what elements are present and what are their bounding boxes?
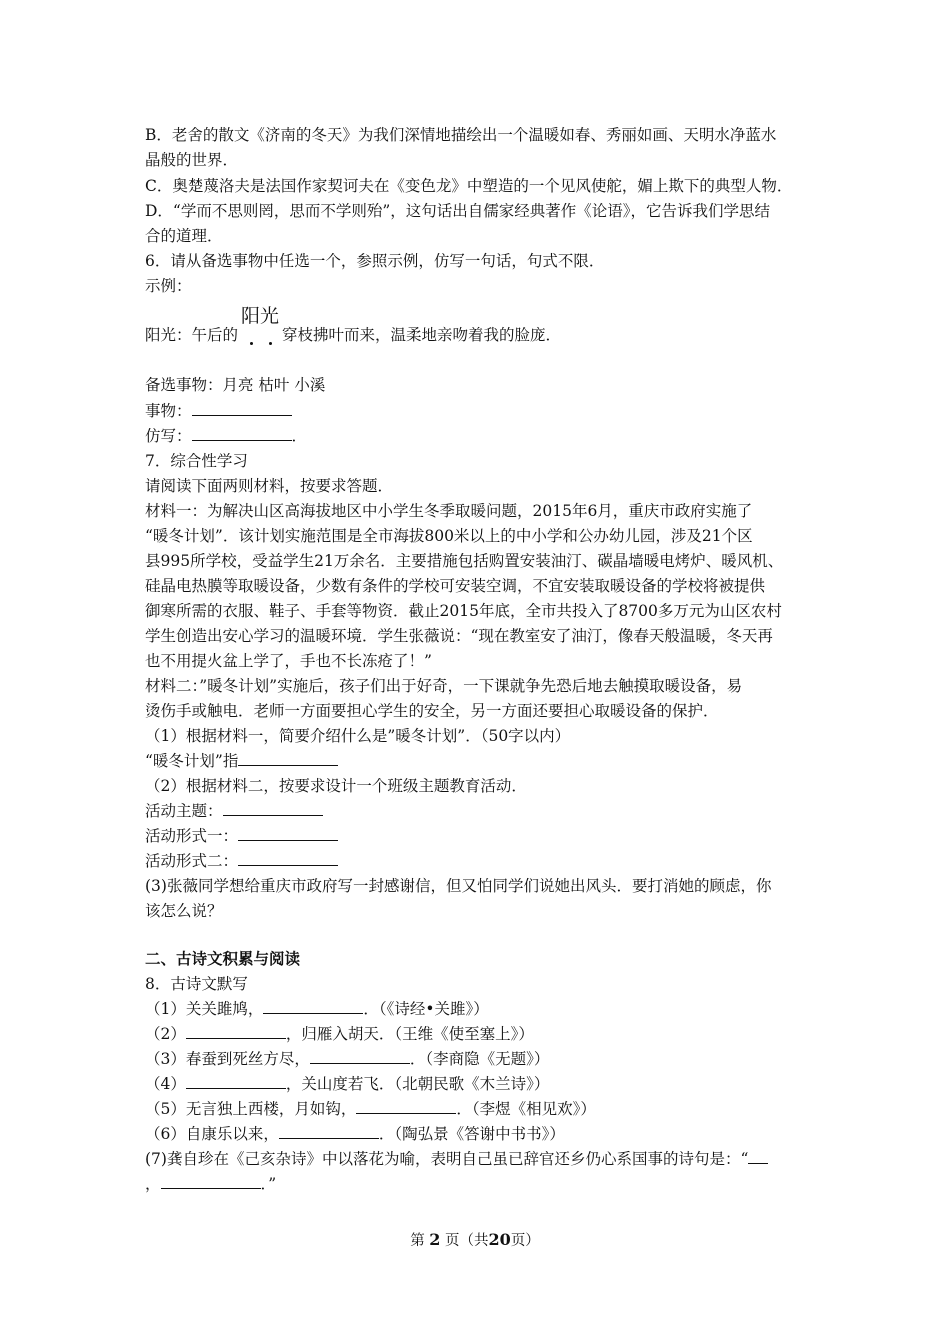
activity-theme-label: 活动主题：	[145, 802, 223, 820]
emphasis-dot-icon	[269, 342, 272, 345]
item-label: 事物：	[145, 402, 192, 420]
poem-item-3	[145, 1047, 815, 1071]
poem-item-5	[145, 1097, 815, 1121]
annotation-text: 阳光	[241, 305, 280, 327]
footer-middle: 页（共	[445, 1233, 489, 1249]
material-2-line1: 材料二：”暖冬计划”实施后，孩子们出于好奇，一下课就争先恐后地去触摸取暖设备，易	[145, 677, 743, 695]
subquestion-1: （1）根据材料一，简要介绍什么是”暖冬计划”．（50字以内）	[145, 727, 571, 745]
material-1-line3: 县995所学校，受益学生21万余名．主要措施包括购置安装油汀、碳晶墙暖电烤炉、暖风机、	[145, 552, 784, 570]
poem-item-4-start: （4）	[145, 1075, 186, 1093]
option-d-line1: D．“学而不思则罔，思而不学则殆”，这句话出自儒家经典著作《论语》，它告诉我们学思结	[145, 202, 771, 220]
page-total: 20	[488, 1230, 511, 1249]
poem-item-2-source: ，归雁入胡天．（王维《使至塞上》）	[285, 1025, 534, 1043]
footer-suffix: 页）	[510, 1233, 540, 1249]
answer-blank[interactable]	[356, 1097, 456, 1114]
activity-form-1-line	[145, 824, 815, 848]
poem-item-3-start: （3）春蚕到死丝方尽，	[145, 1050, 310, 1068]
comma: ，	[145, 1175, 161, 1193]
answer-blank[interactable]	[238, 749, 338, 766]
material-1-line1: 材料一：为解决山区高海拔地区中小学生冬季取暖问题，2015年6月，重庆市政府实施了	[145, 502, 753, 520]
candidate-items: 备选事物：月亮 枯叶 小溪	[145, 376, 326, 394]
footer-prefix: 第	[410, 1233, 425, 1249]
question-7-instruction: 请阅读下面两则材料，按要求答题．	[145, 477, 394, 495]
option-b-line2: 晶般的世界．	[145, 151, 239, 169]
subquestion-3-line2: 该怎么说？	[145, 902, 223, 920]
activity-form-2-label: 活动形式二：	[145, 852, 239, 870]
subquestion-3-line1: (3)张薇同学想给重庆市政府写一封感谢信，但又怕同学们说她出风头．要打消她的顾虑，你	[145, 877, 772, 895]
poem-item-2	[145, 1022, 815, 1046]
activity-theme-line	[145, 799, 815, 823]
answer-blank[interactable]	[192, 399, 292, 416]
poem-item-1	[145, 997, 815, 1021]
poem-item-1-start: （1）关关雎鸠，	[145, 1000, 264, 1018]
item-answer-line	[145, 399, 815, 423]
imitation-label: 仿写：	[145, 427, 192, 445]
material-1-line5: 御寒所需的衣服、鞋子、手套等物资．截止2015年底，全市共投入了8700多万元为山区农村	[145, 602, 782, 620]
answer-blank[interactable]	[223, 799, 323, 816]
poem-item-7-line1	[145, 1147, 815, 1171]
question-7-title: 7．综合性学习	[145, 452, 248, 470]
example-sentence-start: 阳光：午后的	[145, 326, 239, 344]
pinyin-annotation	[238, 305, 282, 347]
poem-item-7-prompt: (7)龚自珍在《己亥杂诗》中以落花为喻，表明自己虽已辞官还乡仍心系国事的诗句是：“	[145, 1150, 749, 1168]
answer-prefix: “暖冬计划”指	[145, 752, 239, 770]
emphasis-dot-icon	[250, 342, 253, 345]
period: ．	[291, 427, 308, 445]
material-1-line4: 硅晶电热膜等取暖设备，少数有条件的学校可安装空调，不宜安装取暖设备的学校将被提供	[145, 577, 766, 595]
activity-form-2-line	[145, 849, 815, 873]
option-b-line1: B．老舍的散文《济南的冬天》为我们深情地描绘出一个温暖如春、秀丽如画、天明水净蓝水	[145, 126, 777, 144]
poem-item-5-start: （5）无言独上西楼，月如钩，	[145, 1100, 357, 1118]
answer-blank[interactable]	[186, 1072, 286, 1089]
poem-item-2-start: （2）	[145, 1025, 186, 1043]
example-label: 示例：	[145, 277, 192, 295]
imitation-answer-line	[145, 424, 815, 448]
poem-item-6-start: （6）自康乐以来，	[145, 1125, 279, 1143]
answer-blank[interactable]	[310, 1047, 410, 1064]
closing-quote: ．”	[260, 1175, 277, 1193]
answer-blank[interactable]	[192, 424, 292, 441]
answer-blank[interactable]	[161, 1172, 261, 1189]
question-6-prompt: 6．请从备选事物中任选一个，参照示例，仿写一句话，句式不限．	[145, 252, 605, 270]
poem-item-4	[145, 1072, 815, 1096]
option-d-line2: 合的道理．	[145, 227, 223, 245]
subquestion-2: （2）根据材料二，按要求设计一个班级主题教育活动．	[145, 777, 527, 795]
page-footer	[0, 1229, 950, 1252]
answer-blank[interactable]	[238, 824, 338, 841]
material-1-line2: “暖冬计划”．该计划实施范围是全市海拔800米以上的中小学和公办幼儿园，涉及21个区	[145, 527, 753, 545]
material-1-line7: 也不用提火盆上学了，手也不长冻疮了！”	[145, 652, 432, 670]
subquestion-1-answer-line	[145, 749, 815, 773]
answer-blank[interactable]	[263, 997, 363, 1014]
poem-item-3-source: ．（李商隐《无题》）	[409, 1050, 550, 1068]
answer-blank[interactable]	[238, 849, 338, 866]
poem-item-5-source: ．（李煜《相见欢》）	[456, 1100, 596, 1118]
option-c-line: C．奥楚蔑洛夫是法国作家契诃夫在《变色龙》中塑造的一个见风使舵，媚上欺下的典型人物．	[145, 177, 793, 195]
example-sentence	[145, 305, 815, 347]
poem-item-6	[145, 1122, 815, 1146]
answer-blank[interactable]	[279, 1122, 379, 1139]
poem-item-6-source: ．（陶弘景《答谢中书书》）	[378, 1125, 565, 1143]
page-number: 2	[429, 1230, 441, 1249]
poem-item-1-source: ．（《诗经•关雎》）	[363, 1000, 489, 1018]
answer-blank[interactable]	[748, 1147, 768, 1164]
poem-item-4-source: ，关山度若飞．（北朝民歌《木兰诗》）	[285, 1075, 550, 1093]
poem-item-7-line2	[145, 1172, 815, 1196]
activity-form-1-label: 活动形式一：	[145, 827, 239, 845]
question-8-title: 8．古诗文默写	[145, 975, 248, 993]
answer-blank[interactable]	[186, 1022, 286, 1039]
section-2-heading: 二、古诗文积累与阅读	[145, 949, 301, 968]
example-sentence-end: 穿枝拂叶而来，温柔地亲吻着我的脸庞．	[282, 326, 562, 344]
material-1-line6: 学生创造出安心学习的温暖环境．学生张薇说：“现在教室安了油汀，像春天般温暖，冬天再	[145, 627, 773, 645]
material-2-line2: 烫伤手或触电．老师一方面要担心学生的安全，另一方面还要担心取暖设备的保护．	[145, 702, 719, 720]
